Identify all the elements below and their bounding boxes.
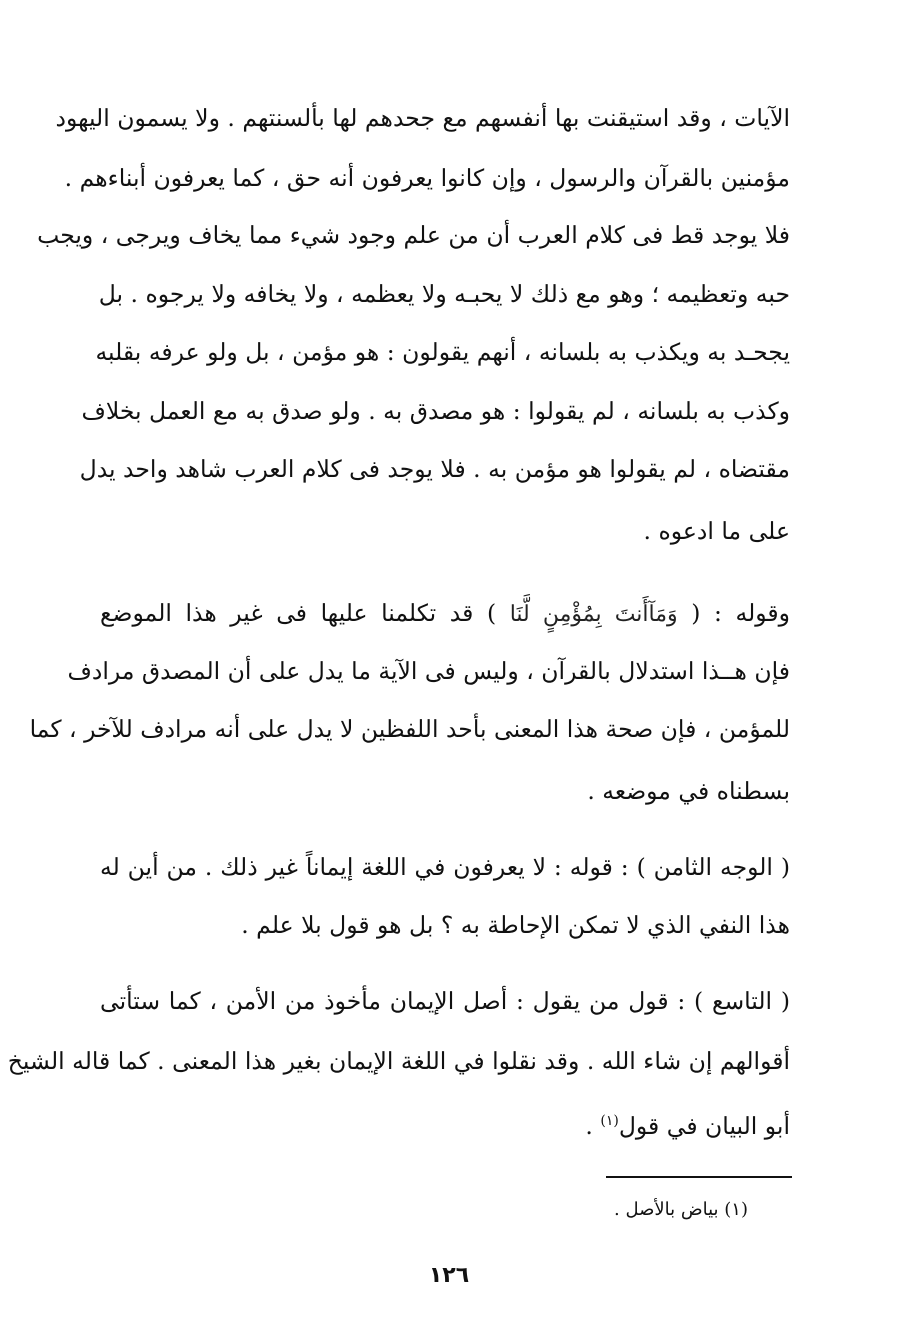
text-line: فإن هــذا استدلال بالقرآن ، وليس فى الآية ما يدل على أن المصدق مرادف — [67, 657, 790, 685]
line-text: أبو البيان في قول — [618, 1111, 790, 1140]
text-line: وكذب به بلسانه ، لم يقولوا : هو مصدق به . ولو صدق به مع العمل بخلاف — [81, 397, 790, 425]
text-line: فلا يوجد قط فى كلام العرب أن من علم وجود شيء مما يخاف ويرجى ، ويجب — [37, 221, 790, 249]
line-suffix: ) قد تكلمنا عليها فى غير هذا الموضع — [100, 599, 497, 627]
footnote: (١) بياض بالأصل . — [614, 1199, 748, 1220]
text-line-with-quran — [100, 598, 790, 630]
footnote-reference: (١) — [600, 1113, 619, 1129]
text-line: أقوالهم إن شاء الله . وقد نقلوا في اللغة الإيمان بغير هذا المعنى . كما قاله الشيخ — [7, 1047, 790, 1075]
page-number: ١٢٦ — [428, 1263, 470, 1288]
text-line: مقتضاه ، لم يقولوا هو مؤمن به . فلا يوجد فى كلام العرب شاهد واحد يدل — [79, 455, 790, 483]
line-end: . — [585, 1111, 601, 1140]
text-line: مؤمنين بالقرآن والرسول ، وإن كانوا يعرفون أنه حق ، كما يعرفون أبناءهم . — [64, 164, 790, 192]
text-line: للمؤمن ، فإن صحة هذا المعنى بأحد اللفظين لا يدل على أنه مرادف للآخر ، كما — [29, 715, 790, 743]
text-line: بسطناه في موضعه . — [587, 777, 790, 805]
text-line: حبه وتعظيمه ؛ وهو مع ذلك لا يحبـه ولا يعظمه ، ولا يخافه ولا يرجوه . بل — [98, 280, 790, 308]
text-line: ( الوجه الثامن ) : قوله : لا يعرفون في اللغة إيماناً غير ذلك . من أين له — [100, 853, 790, 881]
text-line: يجحـد به ويكذب به بلسانه ، أنهم يقولون : هو مؤمن ، بل ولو عرفه بقلبه — [95, 338, 790, 366]
text-line: ( التاسع ) : قول من يقول : أصل الإيمان مأخوذ من الأمن ، كما ستأتى — [100, 987, 790, 1015]
text-line — [100, 1106, 790, 1141]
footnote-separator — [606, 1176, 792, 1178]
text-line: الآيات ، وقد استيقنت بها أنفسهم مع جحدهم لها بألسنتهم . ولا يسمون اليهود — [55, 104, 790, 132]
text-line: على ما ادعوه . — [643, 517, 790, 545]
line-prefix: وقوله : ( — [691, 599, 790, 627]
quran-verse: وَمَآأَنتَ بِمُؤْمِنٍ لَّنَا — [509, 602, 678, 627]
text-line: هذا النفي الذي لا تمكن الإحاطة به ؟ بل هو قول بلا علم . — [241, 911, 790, 939]
